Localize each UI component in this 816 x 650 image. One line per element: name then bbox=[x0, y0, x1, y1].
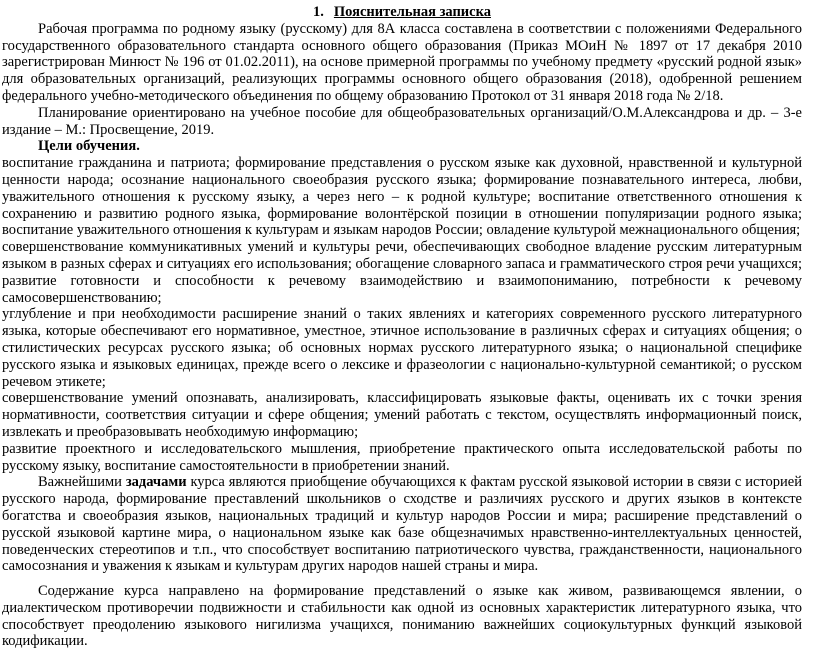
section-heading bbox=[2, 4, 802, 21]
section-number: 1. bbox=[313, 4, 324, 20]
goal-item: воспитание гражданина и патриота; формирование представления о русском языке как духовной, нравственной и культурной ценности народа; осознание национального своеобразия русского языка; формирование познавательного интереса, любви, уважительного отношения к русскому языку, а через него – к родной культуре; воспитание ответственного отношения к сохранению и развитию родного языка, формирование волонтёрской позиции в отношении популяризации родного языка; воспитание уважительного отношения к культурам и языкам народов России; овладение культурой межнационального общения; bbox=[2, 155, 802, 239]
content-paragraph: Содержание курса направлено на формирование представлений о языке как живом, развивающемся явлении, о диалектическом противоречии подвижности и стабильности как одной из основных характеристик литературного языка, что способствует преодолению языкового нигилизма учащихся, пониманию важнейших социокультурных функций языковой кодификации. bbox=[2, 583, 802, 650]
goal-item: совершенствование умений опознавать, анализировать, классифицировать языковые факты, оценивать их с точки зрения нормативности, соответствия ситуации и сфере общения; умений работать с текстом, осуществлять информационный поиск, извлекать и преобразовывать необходимую информацию; bbox=[2, 390, 802, 440]
document-page bbox=[2, 0, 802, 650]
planning-paragraph: Планирование ориентировано на учебное пособие для общеобразовательных организаций/О.М.Александрова и др. – 3-е издание – М.: Просвещение, 2019. bbox=[2, 104, 802, 138]
section-title: Пояснительная записка bbox=[333, 4, 491, 20]
goal-item: углубление и при необходимости расширение знаний о таких явлениях и категориях современного русского литературного языка, которые обеспечивают его нормативное, уместное, этичное использование в различных сферах и ситуациях общения; о стилистических ресурсах русского языка; об основных нормах русского литературного языка; о национальной специфике русского языка и языковых единицах, прежде всего о лексике и фразеологии с национально-культурной семантикой; о русском речевом этикете; bbox=[2, 306, 802, 390]
tasks-text: курса являются приобщение обучающихся к фактам русской языковой истории в связи с историей русского народа, формирование преставлений школьников о сходстве и различиях русского и других языков в контексте богатства и своеобразия языков, национальных традиций и культур народов России и мира; расширение представлений о русской языковой картине мира, о национальном языке как базе общезначимых нравственно-интеллектуальных ценностей, поведенческих стереотипов и т.п., что способствует воспитанию патриотического чувства, гражданственности, национального самосознания и уважения к языкам и культурам других народов нашей страны и мира. bbox=[2, 474, 802, 575]
goal-item: развитие проектного и исследовательского мышления, приобретение практического опыта исследовательской работы по русскому языку, воспитание самостоятельности в приобретении знаний. bbox=[2, 440, 802, 474]
goals-title: Цели обучения. bbox=[38, 138, 140, 155]
intro-paragraph: Рабочая программа по родному языку (русскому) для 8А класса составлена в соответствии с положениями Федерального государственного образовательного стандарта основного общего образования (Приказ МОиН № 1897 от 17 декабря 2010 зарегистрирован Минюст № 196 от 01.02.2011), на основе примерной программы по учебному предмету «русский родной язык» для образовательных организаций, реализующих программы основного общего образования (2018), одобренной решением федерального учебно-методического объединения по общему образованию Протокол от 31 января 2018 года № 2/18. bbox=[2, 20, 802, 104]
tasks-keyword: задачами bbox=[125, 474, 187, 491]
goal-item: совершенствование коммуникативных умений и культуры речи, обеспечивающих свободное владение русским литературным языком в разных сферах и ситуациях его использования; обогащение словарного запаса и грамматического строя речи учащихся; развитие готовности и способности к речевому взаимодействию и взаимопониманию, потребности к речевому самосовершенствованию; bbox=[2, 239, 802, 306]
tasks-paragraph bbox=[2, 474, 802, 575]
tasks-lead: Важнейшими bbox=[38, 474, 126, 491]
